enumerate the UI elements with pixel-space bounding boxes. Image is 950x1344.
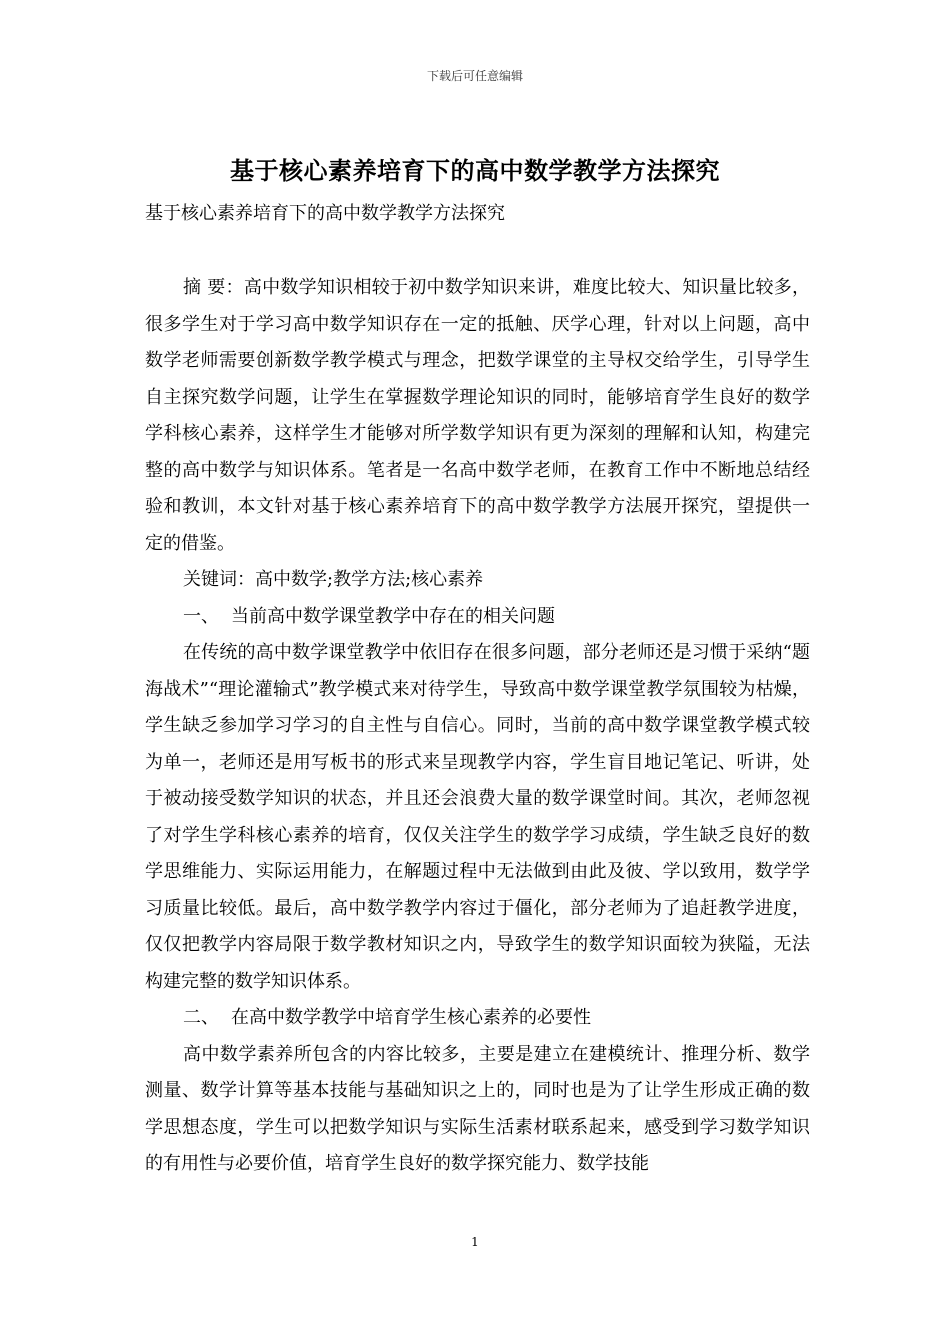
section-heading-1 bbox=[145, 599, 810, 636]
page-header: 下载后可任意编辑 bbox=[426, 69, 523, 83]
section-title-1: 当前高中数学课堂教学中存在的相关问题 bbox=[231, 605, 555, 627]
document-body bbox=[145, 270, 810, 1183]
document-subtitle: 基于核心素养培育下的高中数学教学方法探究 bbox=[145, 203, 505, 224]
section-paragraph-1: 在传统的高中数学课堂教学中依旧存在很多问题，部分老师还是习惯于采纳“题海战术”“理论灌输式”教学模式来对待学生，导致高中数学课堂教学氛围较为枯燥，学生缺乏参加学习学习的自主性与自信心。同时，当前的高中数学课堂教学模式较为单一，老师还是用写板书的形式来呈现教学内容，学生盲目地记笔记、听讲，处于被动接受数学知识的状态，并且还会浪费大量的数学课堂时间。其次，老师忽视了对学生学科核心素养的培育，仅仅关注学生的数学学习成绩，学生缺乏良好的数学思维能力、实际运用能力，在解题过程中无法做到由此及彼、学以致用，数学学习质量比较低。最后，高中数学教学内容过于僵化，部分老师为了追赶教学进度，仅仅把教学内容局限于数学教材知识之内，导致学生的数学知识面较为狭隘，无法构建完整的数学知识体系。 bbox=[145, 642, 810, 992]
keywords-line: 关键词：高中数学;教学方法;核心素养 bbox=[183, 569, 484, 590]
abstract-paragraph: 摘 要：高中数学知识相较于初中数学知识来讲，难度比较大、知识量比较多，很多学生对于学习高中数学知识存在一定的抵触、厌学心理，针对以上问题，高中数学老师需要创新数学教学模式与理念，把数学课堂的主导权交给学生，引导学生自主探究数学问题，让学生在掌握数学理论知识的同时，能够培育学生良好的数学学科核心素养，这样学生才能够对所学数学知识有更为深刻的理解和认知，构建完整的高中数学与知识体系。笔者是一名高中数学老师，在教育工作中不断地总结经验和教训，本文针对基于核心素养培育下的高中数学教学方法展开探究，望提供一定的借鉴。 bbox=[145, 277, 810, 554]
document-title: 基于核心素养培育下的高中数学教学方法探究 bbox=[230, 156, 720, 185]
section-paragraph-2: 高中数学素养所包含的内容比较多，主要是建立在建模统计、推理分析、数学测量、数学计算等基本技能与基础知识之上的，同时也是为了让学生形成正确的数学思想态度，学生可以把数学知识与实际生活素材联系起来，感受到学习数学知识的有用性与必要价值，培育学生良好的数学探究能力、数学技能 bbox=[145, 1043, 810, 1174]
page-number: 1 bbox=[471, 1235, 479, 1249]
section-number-1: 一、 bbox=[183, 605, 219, 627]
section-number-2: 二、 bbox=[183, 1007, 219, 1028]
section-heading-2 bbox=[145, 1000, 810, 1037]
section-title-2: 在高中数学教学中培育学生核心素养的必要性 bbox=[231, 1007, 591, 1028]
